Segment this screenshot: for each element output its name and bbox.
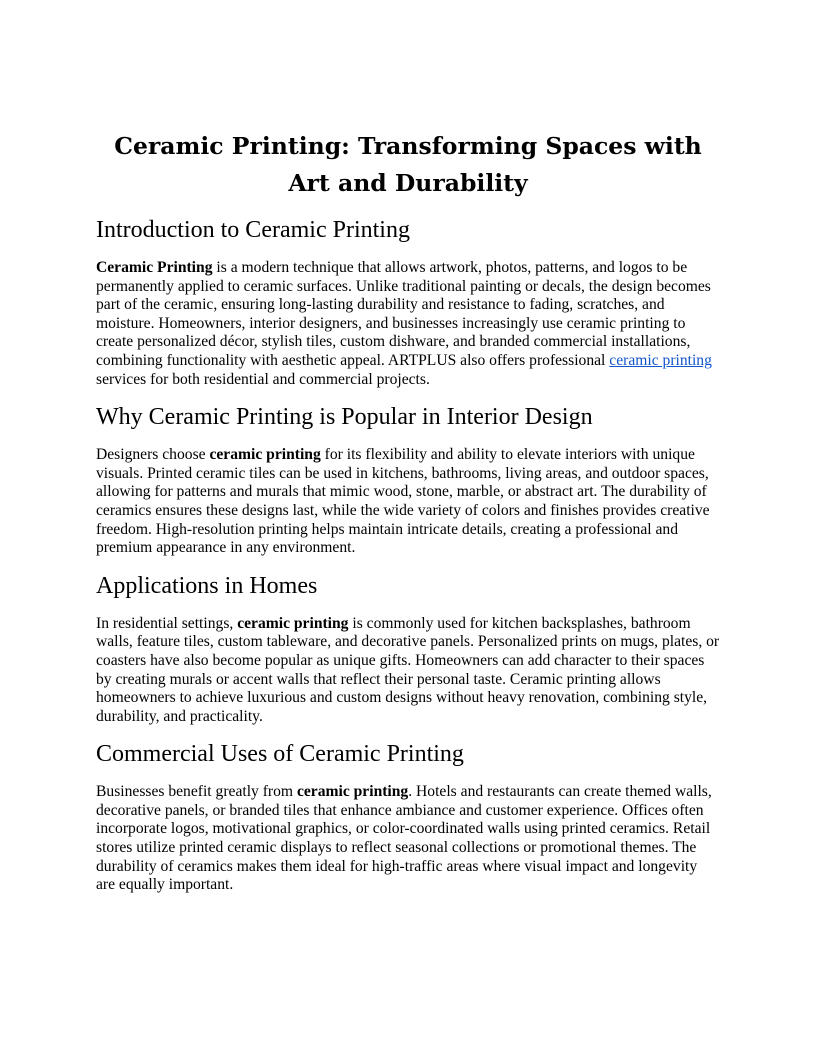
paragraph-text: Businesses benefit greatly from bbox=[96, 783, 297, 801]
section-paragraph bbox=[96, 615, 720, 727]
bold-term: ceramic printing bbox=[237, 614, 349, 632]
bold-term: Ceramic Printing bbox=[96, 259, 213, 276]
section-applications-homes bbox=[96, 572, 720, 727]
bold-term: ceramic printing bbox=[296, 783, 409, 801]
paragraph-text: services for both residential and commercial projects. bbox=[96, 370, 430, 388]
section-commercial-uses bbox=[96, 740, 720, 895]
section-paragraph bbox=[96, 446, 720, 558]
section-heading: Introduction to Ceramic Printing bbox=[96, 217, 410, 243]
paragraph-text: Designers choose bbox=[96, 446, 210, 464]
section-introduction bbox=[96, 216, 720, 389]
paragraph-text: is commonly used for kitchen backsplashes, bathroom walls, feature tiles, custom tableware, and decorative panels. Personalized prints on mugs, plates, or coasters have also become popular as unique gifts. Homeowners can add character to their spaces by creating murals or accent walls that reflect their personal taste. Ceramic printing allows homeowners to achieve luxurious and custom designs without heavy renovation, combining style, durability, and practicality. bbox=[96, 614, 720, 725]
bold-term: ceramic printing bbox=[209, 446, 321, 464]
section-heading: Applications in Homes bbox=[96, 572, 318, 599]
section-heading: Commercial Uses of Ceramic Printing bbox=[96, 741, 464, 768]
section-paragraph bbox=[96, 259, 720, 389]
document-title: Ceramic Printing: Transforming Spaces with Art and Durability bbox=[114, 132, 702, 197]
paragraph-text: . Hotels and restaurants can create themed walls, decorative panels, or branded tiles that enhance ambiance and customer experience. Offices often incorporate logos, motivational graphics, or color-coordinated walls using printed ceramics. Retail stores utilize printed ceramic displays to reflect seasonal collections or promotional themes. The durability of ceramics makes them ideal for high-traffic areas where visual impact and longevity are equally important. bbox=[96, 783, 712, 894]
document-page bbox=[96, 128, 720, 909]
paragraph-text: In residential settings, bbox=[96, 614, 238, 632]
section-interior-design bbox=[96, 403, 720, 558]
paragraph-text: for its flexibility and ability to elevate interiors with unique visuals. Printed ceramic tiles can be used in kitchens, bathrooms, living areas, and outdoor spaces, allowing for patterns and murals that mimic wood, stone, marble, or abstract art. The durability of ceramics ensures these designs last, while the wide variety of colors and finishes provides creative freedom. High-resolution printing helps maintain intricate details, creating a professional and premium appearance in any environment. bbox=[96, 446, 710, 557]
ceramic-printing-link[interactable]: ceramic printing bbox=[609, 351, 712, 369]
paragraph-text: is a modern technique that allows artwork, photos, patterns, and logos to be permanently applied to ceramic surfaces. Unlike traditional painting or decals, the design becomes part of the ceramic, ensuring long-lasting durability and resistance to fading, scratches, and moisture. Homeowners, interior designers, and businesses increasingly use ceramic printing to create personalized décor, stylish tiles, custom dishware, and branded commercial installations, combining functionality with aesthetic appeal. ARTPLUS also offers professional bbox=[96, 259, 711, 369]
section-heading: Why Ceramic Printing is Popular in Interior Design bbox=[96, 404, 593, 431]
section-paragraph bbox=[96, 783, 720, 895]
